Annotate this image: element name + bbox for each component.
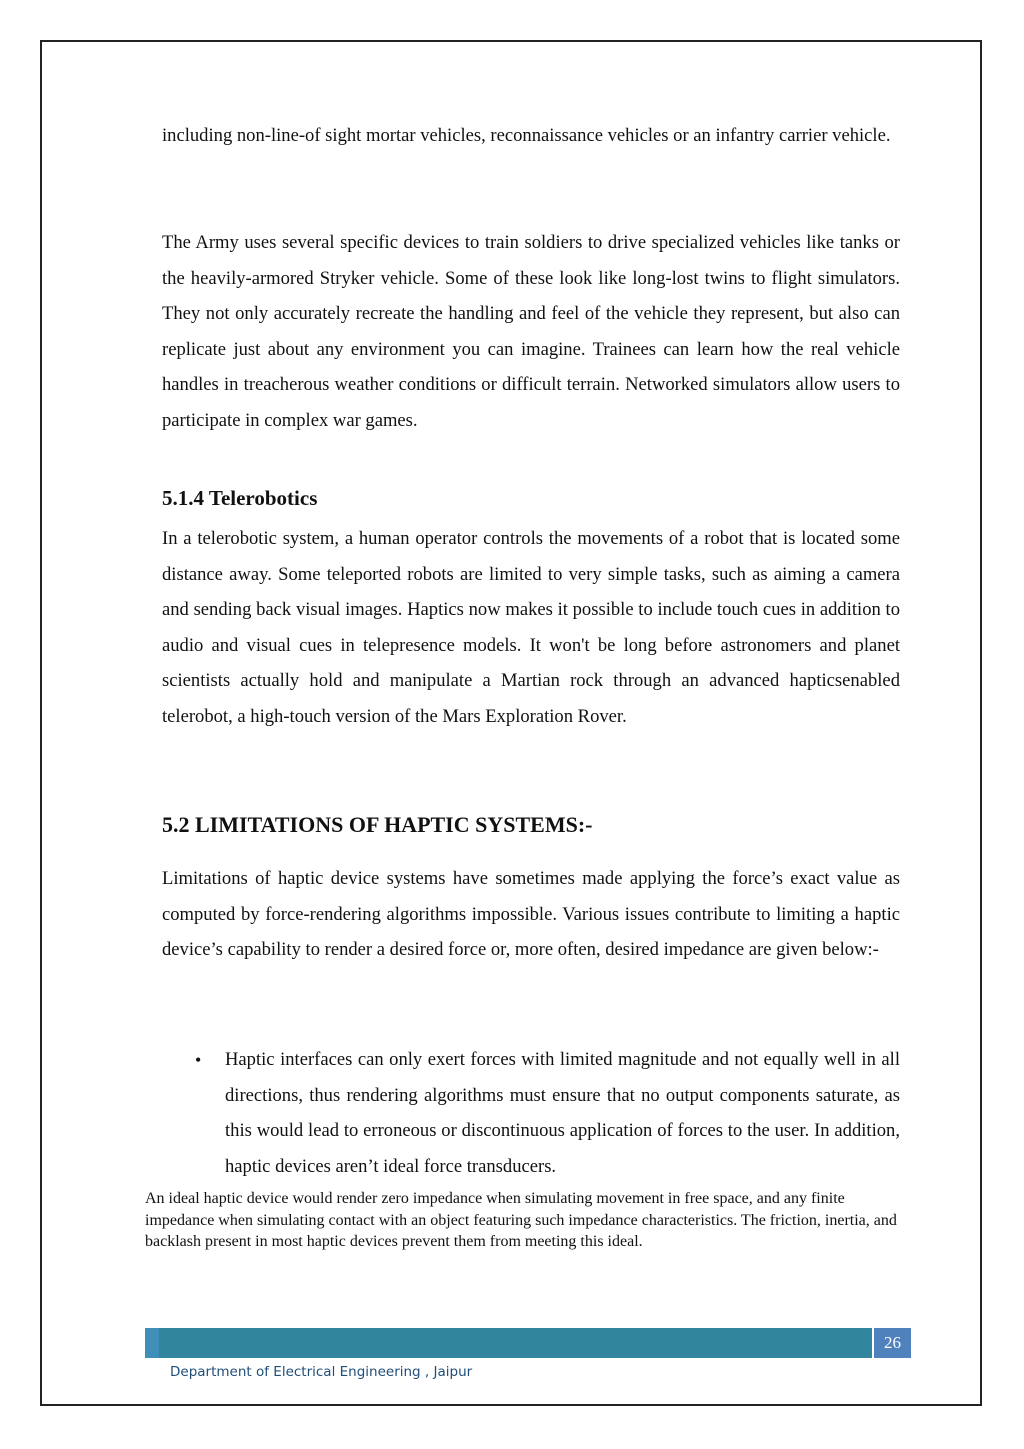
paragraph-telerobotics: In a telerobotic system, a human operator controls the movements of a robot that is located some distance away. Some teleported robots are limited to very simple tasks, such as aiming a camera and sending back visual images. Haptics now makes it possible to include touch cues in addition to audio and visual cues in telepresence models. It won't be long before astronomers and planet scientists actually hold and manipulate a Martian rock through an advanced hapticsenabled telerobot, a high-touch version of the Mars Exploration Rover. [162,528,900,727]
footer-bar [145,1328,872,1358]
bullet-item: Haptic interfaces can only exert forces with limited magnitude and not equally well in all directions, thus rendering algorithms must ensure that no output components saturate, as this would lead to erroneous or discontinuous application of forces to the user. In addition, haptic devices aren’t ideal force transducers. [225,1049,900,1177]
paragraph-intro-continuation: including non-line-of sight mortar vehicles, reconnaissance vehicles or an infantry carrier vehicle. [162,125,891,146]
heading-limitations: 5.2 LIMITATIONS OF HAPTIC SYSTEMS:- [162,812,593,837]
bullet-icon: • [195,1050,202,1070]
page-number: 26 [874,1328,911,1358]
footer-department: Department of Electrical Engineering , Jaipur [170,1364,473,1380]
footer-bar-accent [145,1328,159,1358]
paragraph-limitations-intro: Limitations of haptic device systems have sometimes made applying the force’s exact value as computed by force-rendering algorithms impossible. Various issues contribute to limiting a haptic device’s capability to render a desired force or, more often, desired impedance are given below:- [162,868,900,961]
paragraph-army-devices: The Army uses several specific devices to train soldiers to drive specialized vehicles like tanks or the heavily-armored Stryker vehicle. Some of these look like long-lost twins to flight simulators. They not only accurately recreate the handling and feel of the vehicle they represent, but also can replicate just about any environment you can imagine. Trainees can learn how the real vehicle handles in treacherous weather conditions or difficult terrain. Networked simulators allow users to participate in complex war games. [162,232,900,431]
paragraph-ideal-device: An ideal haptic device would render zero impedance when simulating movement in free space, and any finite impedance when simulating contact with an object featuring such impedance characteristics. The friction, inertia, and backlash present in most haptic devices prevent them from meeting this ideal. [145,1190,897,1250]
heading-telerobotics: 5.1.4 Telerobotics [162,486,318,510]
